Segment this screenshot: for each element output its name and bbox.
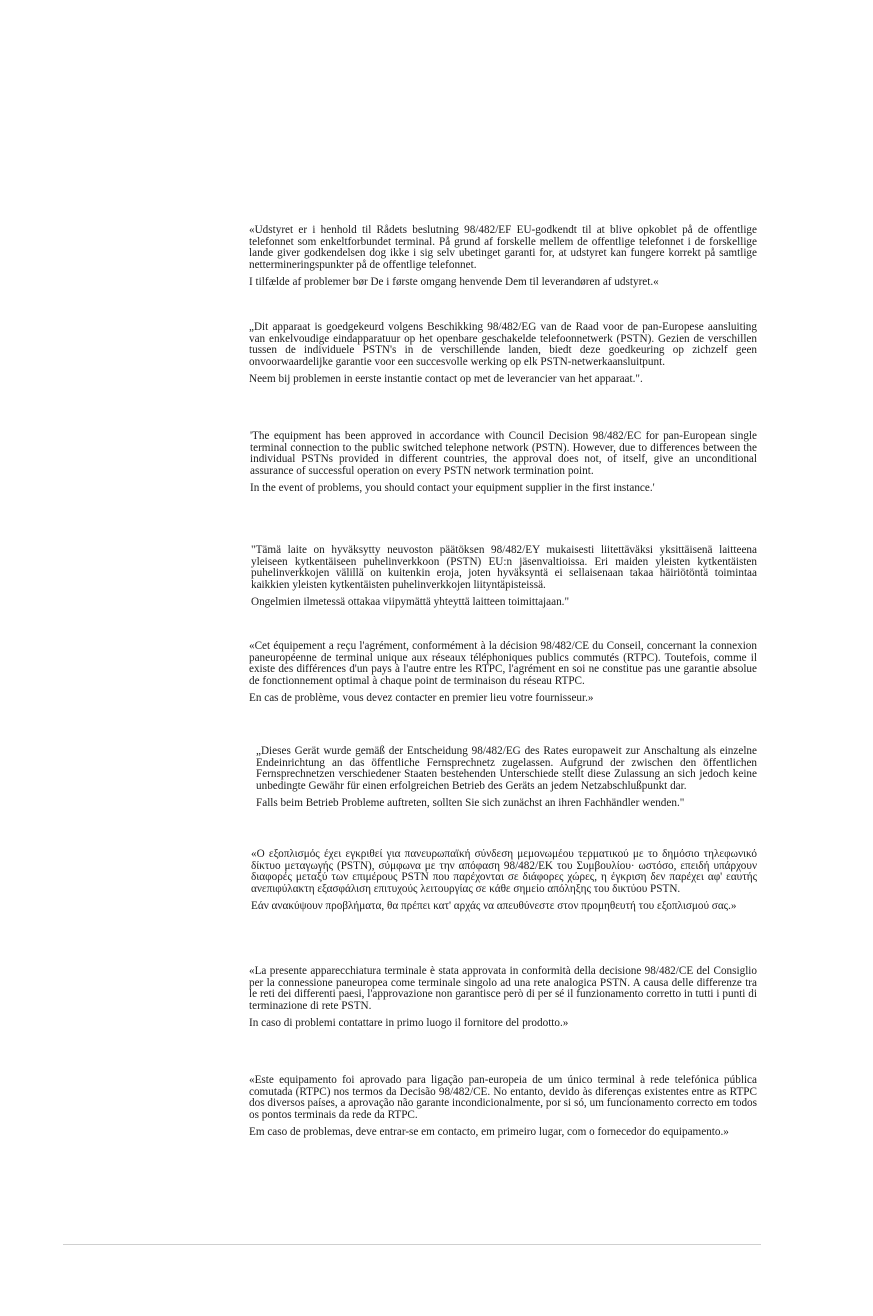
notice-body: «Udstyret er i henhold til Rådets beslutning 98/482/EF EU-godkendt til at blive opkoblet på de offentlige telefonnet som enkeltforbundet terminal. På grund af forskelle mellem de offentlige telefonnet i de forskellige lande giver godkendelsen dog ikke i sig selv ubetinget garanti for, at udstyret kan fungere korrekt på samtlige nettermineringspunkter på de offentlige telefonnet. bbox=[249, 224, 757, 272]
notice-finnish bbox=[251, 545, 757, 609]
notice-english bbox=[250, 431, 757, 495]
notice-body: 'The equipment has been approved in accordance with Council Decision 98/482/EC for pan-European single terminal connection to the public switched telephone network (PSTN). However, due to differences between the individual PSTNs provided in different countries, the approval does not, of itself, give an unconditional assurance of successful operation on every PSTN network termination point. bbox=[250, 430, 757, 478]
notice-closing: Ongelmien ilmetessä ottakaa viipymättä yhteyttä laitteen toimittajaan." bbox=[251, 595, 570, 608]
notice-german bbox=[256, 746, 757, 810]
notice-closing: Neem bij problemen in eerste instantie contact op met de leverancier van het apparaat.". bbox=[249, 372, 643, 385]
notice-french bbox=[249, 641, 757, 705]
notice-closing: Em caso de problemas, deve entrar-se em contacto, em primeiro lugar, com o fornecedor do equipamento.» bbox=[249, 1125, 729, 1138]
notice-portuguese bbox=[249, 1075, 757, 1139]
notice-closing: En cas de problème, vous devez contacter en premier lieu votre fournisseur.» bbox=[249, 691, 594, 704]
notice-body: "Tämä laite on hyväksytty neuvoston päätöksen 98/482/EY mukaisesti liitettäväksi yksittäisenä laitteena yleiseen kytkentäiseen puhelinverkkoon (PSTN) EU:n jäsenvaltioissa. Eri maiden yleisten kytkentäisten puhelinverkkojen välillä on kuitenkin eroja, joten hyväksyntä ei sellaisenaan takaa häiriötöntä toimintaa kaikkien yleisten kytkentäisten puhelinverkkojen liityntäpisteissä. bbox=[251, 544, 757, 592]
notice-closing: In the event of problems, you should contact your equipment supplier in the first instance.' bbox=[250, 481, 655, 494]
notice-body: «Cet équipement a reçu l'agrément, conformément à la décision 98/482/CE du Conseil, concernant la connexion paneuropéenne de terminal unique aux réseaux téléphoniques publics commutés (RTPC). Toutefois, comme il existe des différences d'un pays à l'autre entre les RTPC, l'agrément en soi ne constitue pas une garantie absolue de fonctionnement optimal à chaque point de terminaison du réseau RTPC. bbox=[249, 640, 757, 688]
notice-closing: Falls beim Betrieb Probleme auftreten, sollten Sie sich zunächst an ihren Fachhändler wenden." bbox=[256, 796, 685, 809]
notice-body: «La presente apparecchiatura terminale è stata approvata in conformità della decisione 98/482/CE del Consiglio per la connessione paneuropea come terminale singolo ad una rete analogica PSTN. A causa delle differenze tra le reti dei differenti paesi, l'approvazione non garantisce però di per sé il funzionamento corretto in tutti i punti di terminazione di rete PSTN. bbox=[249, 965, 757, 1013]
notice-danish bbox=[249, 225, 757, 289]
notice-greek bbox=[251, 849, 757, 913]
notice-body: „Dieses Gerät wurde gemäß der Entscheidung 98/482/EG des Rates europaweit zur Anschaltung als einzelne Endeinrichtung an das öffentliche Fernsprechnetz zugelassen. Aufgrund der zwischen den öffentlichen Fernsprechnetzen verschiedener Staaten bestehenden Unterschiede stellt diese Zulassung an sich jedoch keine unbedingte Gewähr für einen erfolgreichen Betrieb des Geräts an jedem Netzabschlußpunkt dar. bbox=[256, 745, 757, 793]
footer-rule bbox=[63, 1244, 761, 1245]
notice-body: «Este equipamento foi aprovado para ligação pan-europeia de um único terminal à rede telefónica pública comutada (RTPC) nos termos da Decisão 98/482/CE. No entanto, devido às diferenças existentes entre as RTPC dos diversos países, a aprovação não garante incondicionalmente, por si só, um funcionamento correcto em todos os pontos terminais da rede da RTPC. bbox=[249, 1074, 757, 1122]
notice-body: „Dit apparaat is goedgekeurd volgens Beschikking 98/482/EG van de Raad voor de pan-Europese aansluiting van enkelvoudige eindapparatuur op het openbare geschakelde telefoonnetwerk (PSTN). Gezien de verschillen tussen de individuele PSTN's in de verschillende landen, biedt deze goedkeuring op zichzelf geen onvoorwaardelijke garantie voor een succesvolle werking op elk PSTN-netwerkaansluitpunt. bbox=[249, 321, 757, 369]
notice-dutch bbox=[249, 322, 757, 386]
notice-closing: Εάν ανακύψουν προβλήματα, θα πρέπει κατ' αρχάς να απευθύνεστε στον προμηθευτή του εξοπλισμού σας.» bbox=[251, 899, 737, 912]
notice-closing: I tilfælde af problemer bør De i første omgang henvende Dem til leverandøren af udstyret.« bbox=[249, 275, 659, 288]
notice-closing: In caso di problemi contattare in primo luogo il fornitore del prodotto.» bbox=[249, 1016, 569, 1029]
notice-italian bbox=[249, 966, 757, 1030]
notice-body: «Ο εξοπλισμός έχει εγκριθεί για πανευρωπαϊκή σύνδεση μεμονωμέου τερματικού με το δημόσιο τηλεφωνικό δίκτυο μεταγωγής (PSTN), σύμφωνα με την απόφαση 98/482/ΕΚ του Συμβουλίου· ωστόσο, επειδή υπάρχουν διαφορές μεταξύ των επιμέρους PSTN που παρέχονται σε διάφορες χώρες, η έγκριση δεν παρέχει αφ' εαυτής ανεπιφύλακτη εξασφάλιση επιτυχούς λειτουργίας σε κάθε σημείο απόληξης του δικτύου PSTN. bbox=[251, 848, 757, 896]
